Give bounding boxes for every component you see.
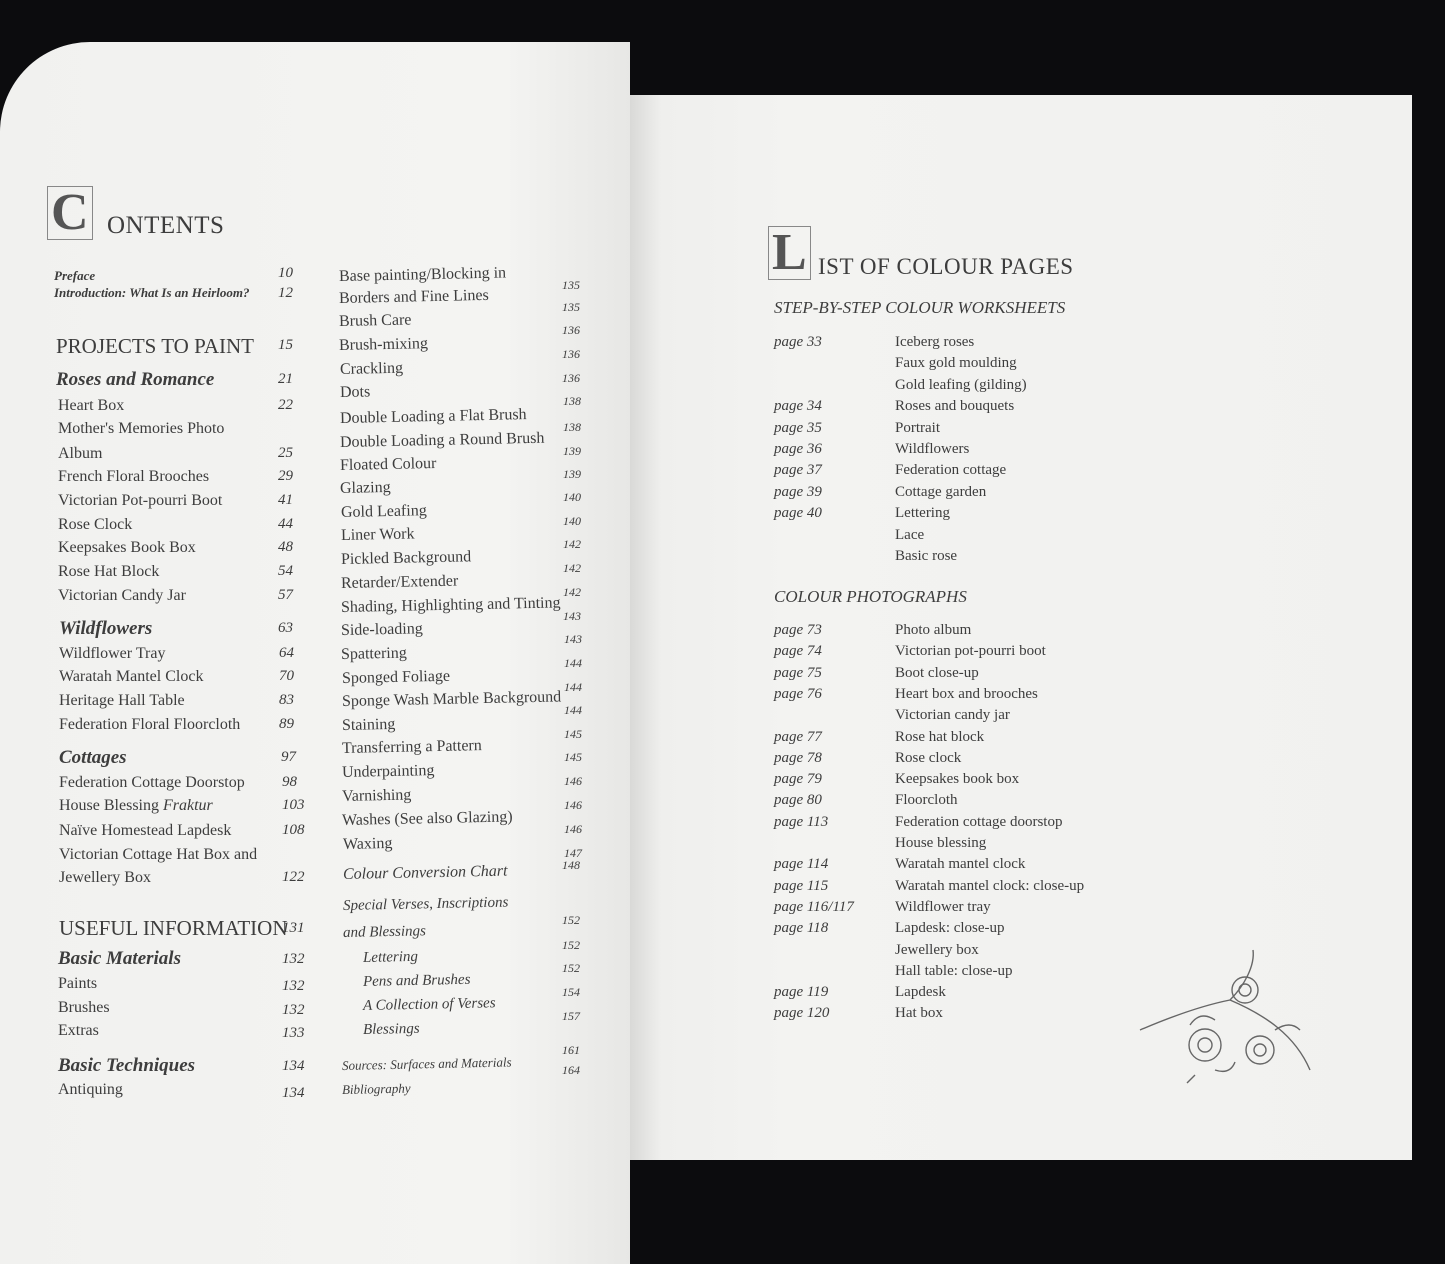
colour-page-item: Lettering <box>895 505 950 522</box>
toc-page: 48 <box>278 539 293 555</box>
toc-page: 136 <box>562 347 580 361</box>
toc-page: 132 <box>282 951 305 967</box>
toc-page: 12 <box>278 285 293 301</box>
colour-page-number: page 36 <box>774 441 822 457</box>
colour-page-item: Cottage garden <box>895 483 987 500</box>
colour-page-item: Gold leafing (gilding) <box>895 376 1027 393</box>
toc-page: 146 <box>564 798 582 812</box>
colour-page-number: page 39 <box>774 483 822 500</box>
toc-entry: Varnishing <box>341 786 412 805</box>
colour-page-item: Lapdesk <box>895 984 946 1001</box>
toc-entry: Paints <box>58 975 98 992</box>
toc-page: 64 <box>279 645 294 661</box>
toc-entry: Gold Leafing <box>340 502 427 521</box>
toc-entry: Extras <box>58 1022 99 1039</box>
colour-page-number: page 74 <box>774 643 822 660</box>
toc-entry <box>59 774 245 792</box>
toc-entry: Preface <box>54 268 96 283</box>
toc-page: 144 <box>564 680 582 694</box>
toc-page: 57 <box>278 587 293 603</box>
toc-entry: and Blessings <box>342 923 427 941</box>
toc-page: 98 <box>282 774 297 790</box>
toc-entry: Underpainting <box>341 762 435 781</box>
toc-page: 143 <box>564 632 582 646</box>
toc-page: 142 <box>563 537 581 551</box>
toc-page: 152 <box>562 961 580 975</box>
toc-entry: Dots <box>339 383 371 401</box>
colour-page-number: page 37 <box>774 462 822 479</box>
toc-entry: Mother's Memories Photo <box>58 420 225 437</box>
colour-page-item: Faux gold moulding <box>895 355 1017 372</box>
toc-entry: Staining <box>341 715 396 734</box>
toc-entry: Shading, Highlighting and Tinting <box>340 594 561 616</box>
toc-page: 144 <box>564 656 582 670</box>
toc-page: 135 <box>562 300 580 314</box>
colour-page-item: Iceberg roses <box>895 334 975 350</box>
toc-page: 152 <box>562 938 580 952</box>
subsection-heading: Cottages <box>59 747 127 768</box>
colour-page-number: page 79 <box>774 771 822 788</box>
colour-pages-title-text: IST OF COLOUR PAGES <box>818 254 1074 279</box>
colour-page-item: Jewellery box <box>895 941 979 958</box>
contents-title-text: ONTENTS <box>107 212 225 239</box>
toc-page: 147 <box>564 846 582 860</box>
toc-page: 143 <box>563 609 581 623</box>
colour-page-item: Wildflowers <box>895 441 970 457</box>
toc-page: 41 <box>278 492 293 508</box>
colour-page-number: page 113 <box>774 813 829 830</box>
colour-page-item: House blessing <box>895 835 987 851</box>
toc-entry: Sponged Foliage <box>341 667 451 687</box>
toc-entry <box>59 869 151 887</box>
toc-entry: Floated Colour <box>339 454 437 474</box>
toc-entry: Heritage Hall Table <box>59 692 185 709</box>
toc-entry-label: Victorian Cottage Hat Box and <box>59 846 258 863</box>
colour-page-item: Rose hat block <box>895 728 985 745</box>
colour-page-item: Lace <box>895 526 925 543</box>
colour-page-item: Federation cottage doorstop <box>895 813 1063 830</box>
colour-page-number: page 119 <box>774 984 829 1001</box>
toc-page: 132 <box>282 978 305 994</box>
toc-entry: Heart Box <box>58 397 125 414</box>
toc-entry: Pens and Brushes <box>362 971 471 990</box>
toc-entry: Lettering <box>362 948 419 966</box>
toc-entry: Rose Hat Block <box>58 563 160 580</box>
colour-page-item: Keepsakes book box <box>895 771 1020 788</box>
toc-page: 161 <box>562 1043 580 1057</box>
toc-page: 132 <box>282 1002 305 1018</box>
toc-entry: Blessings <box>362 1020 420 1038</box>
toc-page: 146 <box>564 774 582 788</box>
colour-page-number: page 34 <box>774 398 822 415</box>
toc-page: 146 <box>564 822 582 836</box>
toc-entry: Brush Care <box>338 311 412 330</box>
toc-page: 89 <box>279 716 294 732</box>
toc-page: 15 <box>278 337 293 353</box>
toc-page: 103 <box>282 797 305 813</box>
toc-entry: Base painting/Blocking in <box>338 264 507 285</box>
toc-entry: Sponge Wash Marble Background <box>341 688 562 710</box>
toc-entry: Brush-mixing <box>338 335 429 354</box>
colour-page-number: page 77 <box>774 728 822 745</box>
section-heading: PROJECTS TO PAINT <box>56 334 255 358</box>
toc-entry: Washes (See also Glazing) <box>341 808 513 829</box>
colour-page-item: Portrait <box>895 419 940 436</box>
toc-entry-label: Naïve Homestead Lapdesk <box>59 822 232 839</box>
colour-page-item: Hall table: close-up <box>895 962 1013 979</box>
toc-page: 136 <box>562 371 580 385</box>
toc-page: 63 <box>278 620 293 636</box>
toc-entry: Victorian Pot-pourri Boot <box>58 492 223 509</box>
colour-page-item: Waratah mantel clock <box>895 856 1026 873</box>
toc-entry: Special Verses, Inscriptions <box>342 894 509 914</box>
toc-page: 133 <box>282 1025 305 1041</box>
toc-entry: Federation Floral Floorcloth <box>59 716 241 733</box>
toc-entry: Waratah Mantel Clock <box>59 668 204 685</box>
colour-page-number: page 118 <box>774 920 829 937</box>
toc-page: 148 <box>562 858 580 872</box>
toc-entry <box>59 797 213 815</box>
toc-entry: Wildflower Tray <box>59 645 166 662</box>
toc-entry-label: Federation Cottage Doorstop <box>59 774 245 791</box>
toc-page: 142 <box>563 561 581 575</box>
colour-page-number: page 40 <box>774 505 822 522</box>
toc-entry: Transferring a Pattern <box>341 737 482 757</box>
toc-entry: Rose Clock <box>58 516 133 533</box>
toc-entry: Waxing <box>342 834 393 853</box>
colour-page-item: Floorcloth <box>895 792 958 809</box>
toc-page: 122 <box>282 869 305 885</box>
worksheets-heading: STEP-BY-STEP COLOUR WORKSHEETS <box>774 298 1066 317</box>
colour-pages-drop-cap: L <box>768 226 811 280</box>
toc-page: 139 <box>563 467 581 481</box>
toc-page: 70 <box>279 668 294 684</box>
toc-page: 134 <box>282 1085 305 1101</box>
colour-page-number: page 76 <box>774 685 822 702</box>
colour-page-number: page 114 <box>774 856 829 873</box>
colour-page-item: Victorian candy jar <box>895 707 1010 724</box>
colour-page-item: Victorian pot-pourri boot <box>895 643 1046 660</box>
colour-page-number: page 80 <box>774 792 822 809</box>
toc-page: 154 <box>562 985 580 999</box>
toc-entry: French Floral Brooches <box>58 468 210 485</box>
colour-page-item: Waratah mantel clock: close-up <box>895 877 1085 894</box>
colour-page-number: page 75 <box>774 664 822 681</box>
rose-illustration <box>1135 945 1315 1085</box>
subsection-heading: Wildflowers <box>59 618 153 639</box>
toc-entry: Album <box>58 445 103 462</box>
toc-entry: Liner Work <box>340 525 415 544</box>
toc-page: 22 <box>278 397 293 413</box>
toc-page: 157 <box>562 1009 580 1023</box>
colour-page-number: page 35 <box>774 419 822 436</box>
toc-page: 108 <box>282 822 305 838</box>
toc-page: 140 <box>563 514 581 528</box>
toc-entry-label: House Blessing <box>59 797 159 814</box>
subsection-heading: Basic Materials <box>58 948 181 969</box>
toc-entry: Spattering <box>340 644 407 663</box>
toc-entry: Borders and Fine Lines <box>338 286 489 307</box>
toc-entry: A Collection of Verses <box>362 995 496 1014</box>
contents-drop-cap: C <box>47 186 93 240</box>
colour-page-item: Heart box and brooches <box>895 685 1038 702</box>
toc-entry: Sources: Surfaces and Materials <box>341 1054 512 1073</box>
toc-entry: Double Loading a Flat Brush <box>339 406 527 427</box>
toc-page: 140 <box>563 490 581 504</box>
toc-page: 142 <box>563 585 581 599</box>
toc-entry: Crackling <box>339 359 404 378</box>
toc-page: 145 <box>564 727 582 741</box>
toc-entry: Double Loading a Round Brush <box>339 429 545 451</box>
toc-page: 152 <box>562 913 580 927</box>
colour-page-number: page 120 <box>774 1005 830 1022</box>
toc-page: 29 <box>278 468 293 484</box>
toc-entry: Introduction: What Is an Heirloom? <box>54 285 250 300</box>
colour-page-number: page 78 <box>774 749 822 766</box>
colour-page-number: page 73 <box>774 622 822 638</box>
colour-page-item: Hat box <box>895 1005 943 1022</box>
subsection-heading: Roses and Romance <box>56 369 215 390</box>
toc-page: 97 <box>281 749 296 765</box>
colour-page-item: Boot close-up <box>895 664 979 681</box>
toc-entry: Retarder/Extender <box>340 572 459 592</box>
toc-entry: Brushes <box>58 999 110 1016</box>
toc-entry: Pickled Background <box>340 548 472 568</box>
toc-entry: Glazing <box>339 478 391 497</box>
toc-page: 83 <box>279 692 294 708</box>
colour-page-number: page 115 <box>774 877 829 894</box>
toc-entry <box>59 822 231 840</box>
colour-page-item: Basic rose <box>895 548 958 564</box>
toc-entry: Side-loading <box>340 620 423 639</box>
photos-heading: COLOUR PHOTOGRAPHS <box>774 587 967 606</box>
toc-entry: Colour Conversion Chart <box>342 862 508 883</box>
toc-entry: Keepsakes Book Box <box>58 539 196 556</box>
colour-page-item: Rose clock <box>895 749 962 766</box>
toc-page: 139 <box>563 444 581 458</box>
toc-page: 134 <box>282 1058 305 1074</box>
toc-page: 136 <box>562 323 580 337</box>
toc-page: 131 <box>282 920 305 936</box>
subsection-heading: Basic Techniques <box>58 1055 196 1076</box>
toc-entry-label: Jewellery Box <box>59 869 151 886</box>
toc-entry: Antiquing <box>58 1081 123 1098</box>
toc-page: 10 <box>278 265 293 281</box>
toc-page: 144 <box>564 703 582 717</box>
colour-page-item: Federation cottage <box>895 462 1007 479</box>
toc-page: 145 <box>564 750 582 764</box>
colour-page-item: Photo album <box>895 622 972 638</box>
colour-page-item: Wildflower tray <box>895 898 991 915</box>
toc-page: 135 <box>562 278 580 292</box>
toc-page: 54 <box>278 563 293 579</box>
toc-page: 138 <box>563 420 581 434</box>
toc-page: 164 <box>562 1063 580 1077</box>
toc-page: 44 <box>278 516 293 532</box>
colour-page-item: Roses and bouquets <box>895 398 1015 415</box>
colour-page-number: page 33 <box>774 334 822 350</box>
section-heading: USEFUL INFORMATION <box>59 916 288 940</box>
toc-page: 25 <box>278 445 293 461</box>
toc-entry-italic: Fraktur <box>159 797 213 814</box>
colour-page-number: page 116/117 <box>774 898 854 915</box>
toc-entry <box>59 846 257 864</box>
toc-page: 21 <box>278 371 293 387</box>
toc-page: 138 <box>563 394 581 408</box>
toc-entry: Bibliography <box>341 1080 411 1097</box>
colour-page-item: Lapdesk: close-up <box>895 920 1005 937</box>
toc-entry: Victorian Candy Jar <box>58 587 186 604</box>
